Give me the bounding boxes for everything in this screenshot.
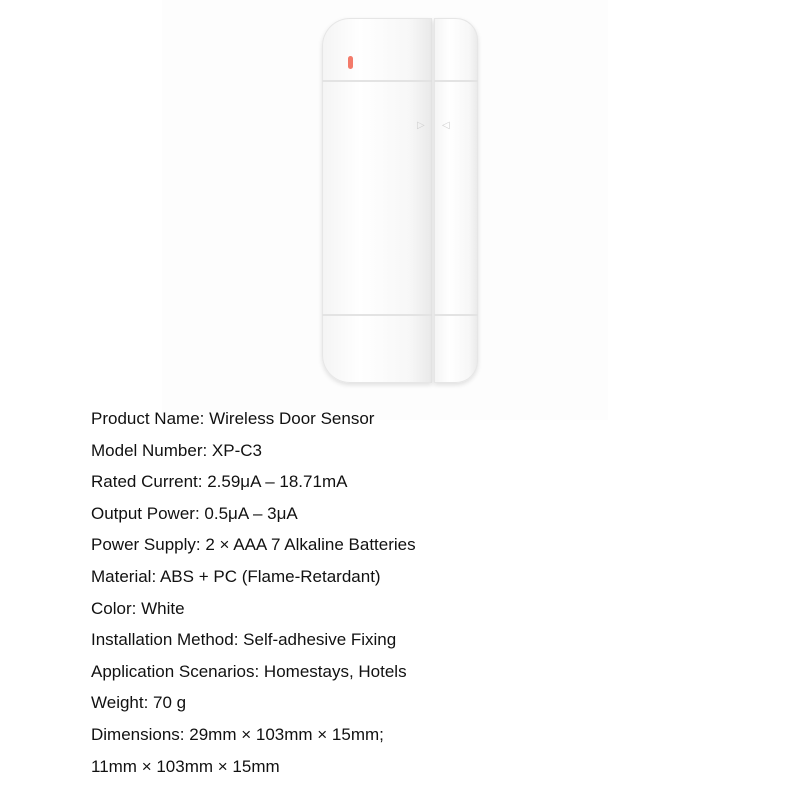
spec-power-supply: Power Supply: 2 × AAA 7 Alkaline Batteries — [91, 535, 416, 555]
spec-model-number: Model Number: XP-C3 — [91, 440, 263, 460]
spec-list — [91, 403, 771, 782]
spec-color: Color: White — [91, 598, 185, 618]
magnet-bottom-seam — [434, 314, 478, 316]
spec-output-power: Output Power: 0.5μA – 3μA — [91, 503, 298, 523]
status-led — [348, 56, 353, 69]
sensor-main-unit — [322, 18, 432, 383]
sensor-top-seam — [322, 80, 432, 82]
spec-dimensions-continued: 11mm × 103mm × 15mm — [91, 756, 280, 776]
spec-dimensions: Dimensions: 29mm × 103mm × 15mm; — [91, 724, 384, 744]
spec-material: Material: ABS + PC (Flame-Retardant) — [91, 566, 381, 586]
spec-product-name: Product Name: Wireless Door Sensor — [91, 409, 375, 428]
spec-application-scenarios: Application Scenarios: Homestays, Hotels — [91, 661, 407, 681]
magnet-top-seam — [434, 80, 478, 82]
spec-rated-current: Rated Current: 2.59μA – 18.71mA — [91, 472, 348, 492]
alignment-arrow-left-icon: ◁ — [442, 120, 450, 131]
alignment-arrow-right-icon: ▷ — [417, 120, 425, 131]
sensor-magnet-unit — [434, 18, 478, 383]
sensor-bottom-seam — [322, 314, 432, 316]
spec-weight: Weight: 70 g — [91, 693, 187, 713]
spec-installation-method: Installation Method: Self-adhesive Fixing — [91, 630, 397, 650]
product-image — [162, 0, 608, 420]
